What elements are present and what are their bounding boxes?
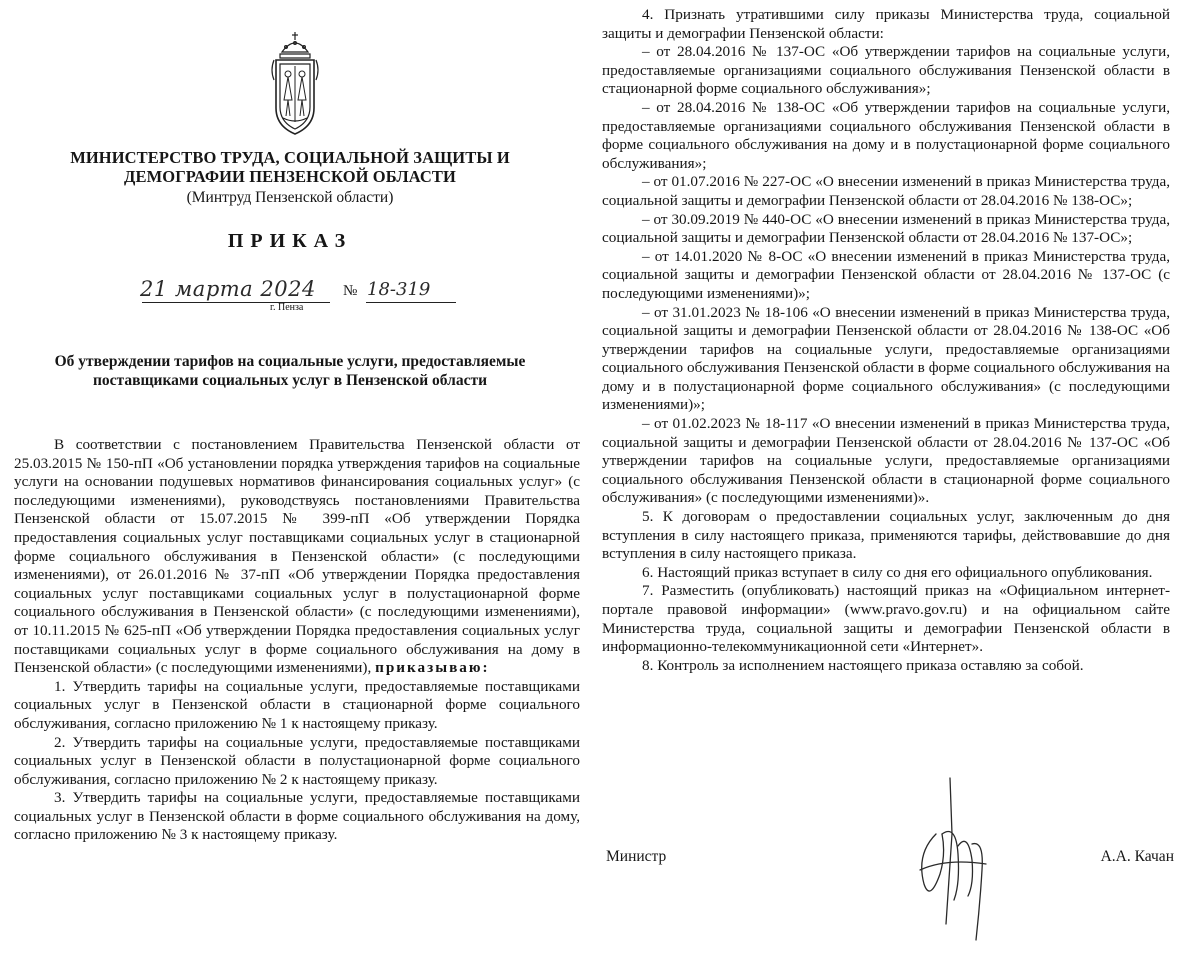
repealed-order-3: – от 01.07.2016 № 227-ОС «О внесении изменений в приказ Министерства труда, социальной защиты и демографии Пензенской области от 28.04.2016 № 138-ОС»;: [602, 173, 1170, 209]
repealed-order-6: – от 31.01.2023 № 18-106 «О внесении изменений в приказ Министерства труда, социальной защиты и демографии Пензенской области от 28.04.2016 № 138-ОС «Об утверждении тарифов на социальные услуги, предоставляемые организациями социального обслуживания Пензенской области в форме социального обслуживания на дому и в полустационарной форме социального обслуживания» (с последующими изменениями)»;: [602, 303, 1170, 414]
ministry-name-line2: ДЕМОГРАФИИ ПЕНЗЕНСКОЙ ОБЛАСТИ: [124, 167, 456, 186]
handwritten-date: 21 марта 2024: [140, 277, 316, 301]
item-7: 7. Разместить (опубликовать) настоящий приказ на «Официальном интернет-портале правовой информации» (www.pravo.gov.ru) и на официальном сайте Министерства труда, социальной защиты и демографии Пензенской области в информационно-телекоммуникационной сети «Интернет».: [602, 582, 1170, 656]
city-label: г. Пенза: [270, 302, 304, 313]
ministry-name: [0, 148, 580, 186]
order-subject: [0, 352, 580, 390]
repealed-order-7: – от 01.02.2023 № 18-117 «О внесении изменений в приказ Министерства труда, социальной защиты и демографии Пензенской области от 28.04.2016 № 137-ОС «Об утверждении тарифов на социальные услуги, предоставляемые организациями социального обслуживания Пензенской области в стационарной форме социального обслуживания» (с последующими изменениями)».: [602, 415, 1170, 507]
handwritten-number: 18-319: [367, 279, 431, 300]
item-6: 6. Настоящий приказ вступает в силу со дня его официального опубликования.: [642, 563, 1153, 581]
document-type-title: ПРИКАЗ: [227, 230, 353, 252]
order-subject-line1: Об утверждении тарифов на социальные услуги, предоставляемые: [54, 353, 526, 370]
number-underline: [366, 302, 456, 303]
item-8: 8. Контроль за исполнением настоящего приказа оставляю за собой.: [642, 656, 1084, 674]
signatory-role: Министр: [606, 848, 667, 865]
item-2: 2. Утвердить тарифы на социальные услуги, предоставляемые поставщиками социальных услуг в Пензенской области в полустационарной форме социального обслуживания, согласно приложению № 2 к настоящему приказу.: [14, 733, 580, 788]
repealed-order-2: – от 28.04.2016 № 138-ОС «Об утверждении тарифов на социальные услуги, предоставляемые организациями социального обслуживания Пензенской области в форме социального обслуживания на дому и в полустационарной форме социального обслуживания»;: [602, 98, 1170, 172]
ministry-name-line1: МИНИСТЕРСТВО ТРУДА, СОЦИАЛЬНОЙ ЗАЩИТЫ И: [70, 148, 510, 167]
right-column-body: [602, 6, 1170, 675]
repealed-order-1: – от 28.04.2016 № 137-ОС «Об утверждении тарифов на социальные услуги, предоставляемые организациями социального обслуживания Пензенской области в стационарной форме социального обслуживания»;: [602, 43, 1170, 98]
preamble-paragraph: [14, 436, 580, 678]
ministry-short-name: (Минтруд Пензенской области): [186, 189, 394, 206]
coat-of-arms-emblem: [266, 30, 324, 136]
order-word: приказываю:: [375, 659, 490, 677]
repealed-order-5: – от 14.01.2020 № 8-ОС «О внесении изменений в приказ Министерства труда, социальной защиты и демографии Пензенской области от 28.04.2016 № 137-ОС (с последующими изменениями)»;: [602, 247, 1170, 302]
item-4-intro: 4. Признать утратившими силу приказы Министерства труда, социальной защиты и демографии Пензенской области:: [602, 6, 1170, 42]
preamble-text: В соответствии с постановлением Правительства Пензенской области от 25.03.2015 № 150-пП «Об установлении порядка утверждения тарифов на социальные услуги на основании подушевых нормативов финансирования социальных услуг» (с последующими изменениями), руководствуясь постановлениями Правительства Пензенской области от 15.07.2015 № 399-пП «Об утверждении Порядка предоставления социальных услуг поставщиками социальных услуг в стационарной форме социального обслуживания в Пензенской области» (с последующими изменениями), от 26.01.2016 № 37-пП «Об утверждении Порядка предоставления социальных услуг поставщиками социальных услуг в полустационарной форме социального обслуживания в Пензенской области» (с последующими изменениями), от 10.11.2015 № 625-пП «Об утверждении Порядка предоставления социальных услуг поставщиками социальных услуг в форме социального обслуживания на дому в Пензенской области» (с последующими изменениями),: [14, 436, 580, 677]
signatory-name: А.А. Качан: [1100, 848, 1174, 865]
order-subject-line2: поставщиками социальных услуг в Пензенской области: [92, 372, 488, 389]
item-3: 3. Утвердить тарифы на социальные услуги, предоставляемые поставщиками социальных услуг в Пензенской области в форме социального обслуживания на дому, согласно приложению № 3 к настоящему приказу.: [14, 789, 580, 844]
item-1: 1. Утвердить тарифы на социальные услуги, предоставляемые поставщиками социальных услуг в Пензенской области в стационарной форме социального обслуживания, согласно приложению № 1 к настоящему приказу.: [14, 677, 580, 732]
repealed-order-4: – от 30.09.2019 № 440-ОС «О внесении изменений в приказ Министерства труда, социальной защиты и демографии Пензенской области от 28.04.2016 № 137-ОС»;: [602, 210, 1170, 247]
number-sign: №: [343, 283, 358, 299]
signature-block: [606, 848, 1174, 872]
left-column-body: [14, 436, 580, 845]
date-number-line: [140, 275, 460, 315]
item-5: 5. К договорам о предоставлении социальных услуг, заключенным до дня вступления в силу настоящего приказа, применяются тарифы, действовавшие до дня вступления в силу настоящего приказа.: [602, 508, 1170, 563]
